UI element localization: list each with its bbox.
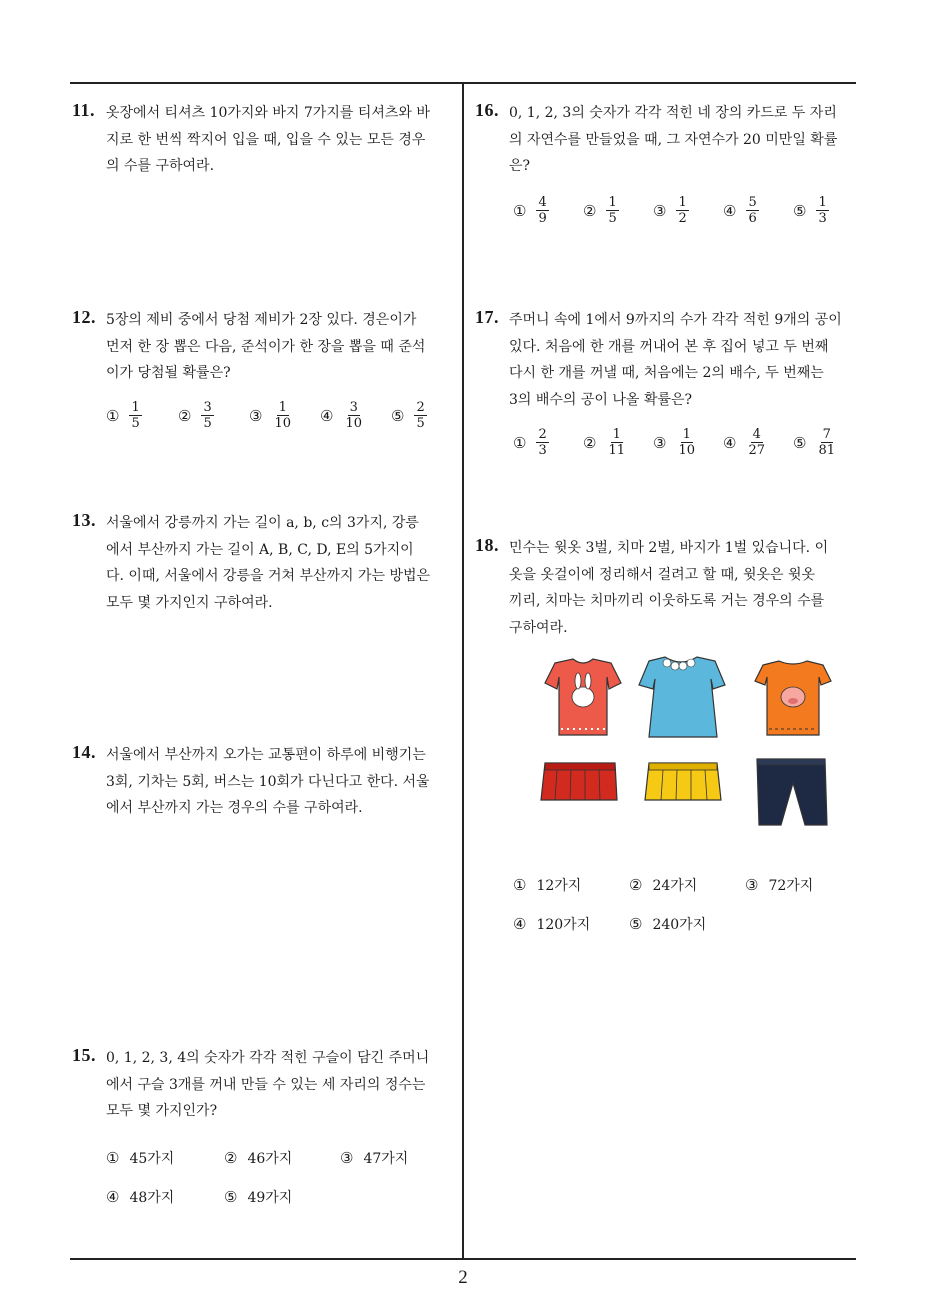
problem-text: 주머니 속에 1에서 9까지의 수가 각각 적힌 9개의 공이 있다. 처음에 한 개를 꺼내어 본 후 집어 넣고 두 번째 다시 한 개를 꺼낼 때, 처음에는 2의 배수, 두 번째는 3의 배수의 공이 나올 확률은? — [509, 312, 842, 408]
choice-4[interactable] — [320, 400, 364, 431]
choice-mark: ④ — [723, 433, 737, 452]
problem-text: 0, 1, 2, 3의 숫자가 각각 적힌 네 장의 카드로 두 자리 의 자연수를 만들었을 때, 그 자연수가 20 미만일 확률 은? — [509, 105, 838, 174]
blue-blouse-icon — [639, 657, 725, 737]
choice-5[interactable] — [629, 914, 706, 934]
choice-1[interactable] — [513, 427, 549, 458]
choice-2[interactable] — [583, 195, 619, 226]
choice-text: 72가지 — [768, 878, 814, 894]
problem-number: 15. — [72, 1045, 96, 1065]
problem-number: 12. — [72, 307, 96, 327]
problem-16 — [475, 100, 850, 226]
problem-text: 5장의 제비 중에서 당첨 제비가 2장 있다. 경은이가 먼저 한 장 뽑은 다음, 준석이가 한 장을 뽑을 때 준석 이가 당첨될 확률은? — [106, 312, 426, 381]
fraction: $\frac{1}{2}$ — [678, 195, 687, 226]
choice-text: 48가지 — [129, 1190, 175, 1206]
problem-number: 16. — [475, 100, 499, 120]
choice-text: 24가지 — [652, 878, 698, 894]
fraction: $\frac{1}{10}$ — [678, 427, 695, 458]
choice-3[interactable] — [249, 400, 293, 431]
pants-icon — [757, 759, 827, 825]
choice-mark: ③ — [653, 433, 667, 452]
choice-mark: ④ — [723, 201, 737, 220]
problem-13 — [72, 510, 447, 616]
choice-text: 12가지 — [536, 878, 582, 894]
choice-mark: ② — [178, 406, 192, 425]
problem-number: 18. — [475, 535, 499, 555]
choice-mark: ③ — [653, 201, 667, 220]
red-skirt-icon — [541, 763, 617, 800]
choice-text: 240가지 — [652, 917, 707, 933]
choice-text: 49가지 — [247, 1190, 293, 1206]
choice-2[interactable] — [583, 427, 627, 458]
fraction: $\frac{7}{81}$ — [818, 427, 835, 458]
choice-mark: ① — [513, 876, 527, 894]
choice-text: 47가지 — [363, 1151, 409, 1167]
fraction: $\frac{3}{5}$ — [203, 400, 212, 431]
bottom-rule — [70, 1258, 856, 1260]
red-tshirt-icon — [545, 659, 621, 735]
problem-text: 서울에서 부산까지 오가는 교통편이 하루에 비행기는 3회, 기차는 5회, 버스는 10회가 다닌다고 한다. 서울 에서 부산까지 가는 경우의 수를 구하여라. — [106, 747, 430, 816]
clothes-illustration — [525, 655, 835, 835]
problem-17 — [475, 307, 850, 458]
problem-number: 13. — [72, 510, 96, 530]
choice-2[interactable] — [224, 1148, 292, 1168]
choice-1[interactable] — [106, 400, 142, 431]
choice-1[interactable] — [513, 195, 549, 226]
choice-mark: ⑤ — [629, 915, 643, 933]
choice-mark: ③ — [249, 406, 263, 425]
choice-mark: ① — [513, 201, 527, 220]
fraction: $\frac{2}{3}$ — [538, 427, 547, 458]
choice-mark: ④ — [513, 915, 527, 933]
problem-12 — [72, 307, 447, 431]
choice-4[interactable] — [513, 914, 590, 934]
choice-1[interactable] — [106, 1148, 174, 1168]
fraction: $\frac{4}{27}$ — [748, 427, 765, 458]
problem-number: 14. — [72, 742, 96, 762]
problem-text: 서울에서 강릉까지 가는 길이 a, b, c의 3가지, 강릉 에서 부산까지 가는 길이 A, B, C, D, E의 5가지이 다. 이때, 서울에서 강릉을 거쳐 부산까지 가는 방법은 모두 몇 가지인지 구하여라. — [106, 515, 431, 611]
choice-text: 120가지 — [536, 917, 591, 933]
choice-2[interactable] — [178, 400, 214, 431]
fraction: $\frac{4}{9}$ — [538, 195, 547, 226]
choice-3[interactable] — [745, 875, 813, 895]
problem-14 — [72, 742, 447, 822]
choice-mark: ① — [513, 433, 527, 452]
problem-text: 옷장에서 티셔츠 10가지와 바지 7가지를 티셔츠와 바 지로 한 번씩 짝지어 입을 때, 입을 수 있는 모든 경우 의 수를 구하여라. — [106, 105, 430, 174]
choice-3[interactable] — [653, 427, 697, 458]
fraction: $\frac{3}{10}$ — [345, 400, 362, 431]
fraction: $\frac{5}{6}$ — [748, 195, 757, 226]
choice-mark: ⑤ — [793, 201, 807, 220]
choice-text: 46가지 — [247, 1151, 293, 1167]
choice-4[interactable] — [106, 1187, 174, 1207]
problem-11 — [72, 100, 447, 180]
choice-mark: ④ — [106, 1188, 120, 1206]
choice-5[interactable] — [224, 1187, 292, 1207]
problem-number: 11. — [72, 100, 96, 120]
choice-mark: ② — [629, 876, 643, 894]
choice-mark: ③ — [340, 1149, 354, 1167]
problem-15 — [72, 1045, 447, 1206]
fraction: $\frac{2}{5}$ — [416, 400, 425, 431]
problem-text: 0, 1, 2, 3, 4의 숫자가 각각 적힌 구슬이 담긴 주머니 에서 구슬 3개를 꺼내 만들 수 있는 세 자리의 정수는 모두 몇 가지인가? — [106, 1050, 430, 1119]
choice-mark: ④ — [320, 406, 334, 425]
column-divider — [462, 82, 464, 1259]
choice-text: 45가지 — [129, 1151, 175, 1167]
choice-mark: ① — [106, 406, 120, 425]
choice-mark: ⑤ — [391, 406, 405, 425]
problem-text: 민수는 윗옷 3벌, 치마 2벌, 바지가 1벌 있습니다. 이 옷을 옷걸이에 정리해서 걸려고 할 때, 윗옷은 윗옷 끼리, 치마는 치마끼리 이웃하도록 거는 경우의 수를 구하여라. — [509, 540, 829, 636]
choice-3[interactable] — [653, 195, 689, 226]
choice-2[interactable] — [629, 875, 697, 895]
choice-mark: ② — [583, 433, 597, 452]
choice-mark: ③ — [745, 876, 759, 894]
choice-mark: ② — [224, 1149, 238, 1167]
choice-5[interactable] — [391, 400, 427, 431]
choice-4[interactable] — [723, 195, 759, 226]
choice-5[interactable] — [793, 427, 837, 458]
problem-number: 17. — [475, 307, 499, 327]
fraction: $\frac{1}{5}$ — [608, 195, 617, 226]
choice-4[interactable] — [723, 427, 767, 458]
choice-mark: ① — [106, 1149, 120, 1167]
choice-mark: ⑤ — [793, 433, 807, 452]
fraction: $\frac{1}{3}$ — [818, 195, 827, 226]
choice-3[interactable] — [340, 1148, 408, 1168]
fraction: $\frac{1}{10}$ — [274, 400, 291, 431]
problem-18 — [475, 535, 850, 933]
fraction: $\frac{1}{5}$ — [131, 400, 140, 431]
page-number: 2 — [458, 1267, 468, 1288]
orange-tshirt-icon — [755, 661, 831, 735]
fraction: $\frac{1}{11}$ — [608, 427, 625, 458]
choice-1[interactable] — [513, 875, 581, 895]
yellow-skirt-icon — [645, 763, 721, 800]
choice-mark: ⑤ — [224, 1188, 238, 1206]
choice-5[interactable] — [793, 195, 829, 226]
choice-mark: ② — [583, 201, 597, 220]
